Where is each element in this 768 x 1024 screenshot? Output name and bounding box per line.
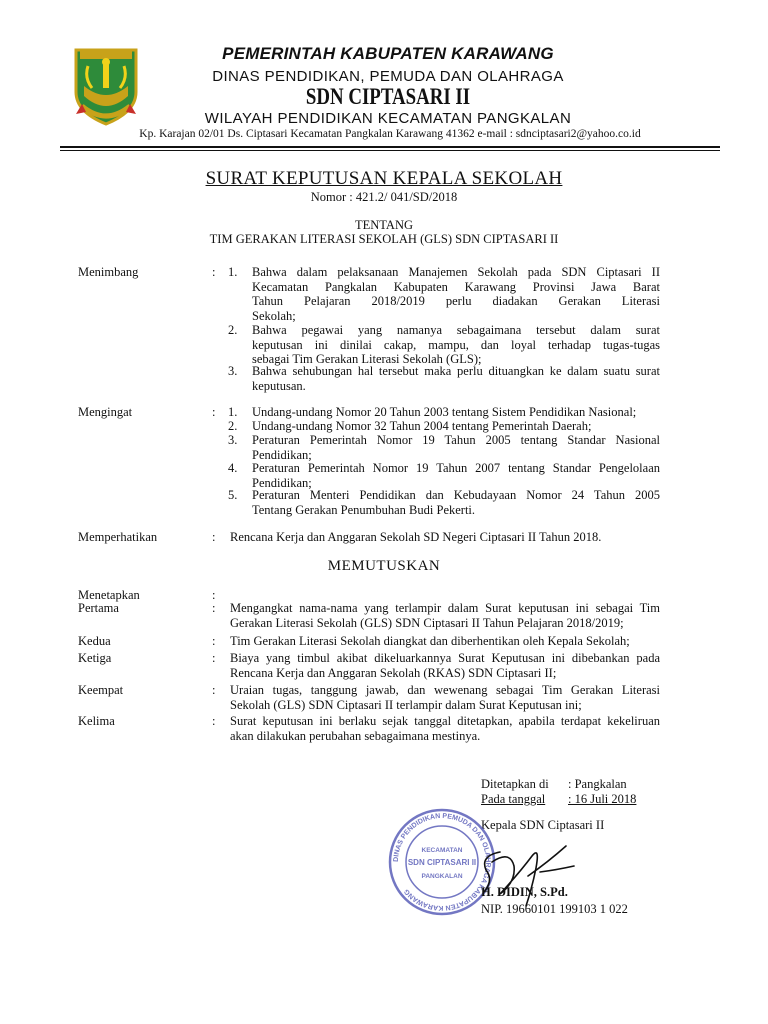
mengingat-item-number: 1. — [228, 405, 238, 419]
text-line: keputusan. — [252, 378, 306, 393]
decision-text-kedua — [230, 634, 660, 649]
letterhead-divider-thick — [60, 146, 720, 148]
decision-text-kelima — [230, 714, 660, 743]
text-line: Uraian tugas, tanggung jawab, dan wewenang sebagai Tim Gerakan Literasi — [230, 683, 660, 697]
menimbang-item-number: 3. — [228, 364, 238, 378]
signatory-nip: NIP. 19660101 199103 1 022 — [481, 902, 628, 916]
decision-text-pertama — [230, 601, 660, 630]
mengingat-item-2 — [252, 419, 660, 434]
memutuskan-heading: MEMUTUSKAN — [327, 558, 441, 574]
menimbang-item-number: 1. — [228, 265, 238, 279]
text-line: Sekolah; — [252, 308, 296, 323]
text-line: Gerakan Literasi Sekolah (GLS) SDN Ciptasari II Tahun Pelajaran 2018/2019; — [230, 615, 624, 630]
text-line: Undang-undang Nomor 20 Tahun 2003 tentang Sistem Pendidikan Nasional; — [252, 405, 637, 419]
signatory-name: H. DIDIN, S.Pd. — [481, 885, 568, 899]
menimbang-item-number: 2. — [228, 323, 238, 337]
menimbang-item-1 — [252, 265, 660, 323]
mengingat-item-number: 5. — [228, 488, 238, 502]
text-line: Tahun Pelajaran 2018/2019 perlu diadakan Gerakan Literasi — [252, 294, 660, 308]
text-line: akan dilakukan perubahan sebagaimana mestinya. — [230, 728, 481, 743]
ditetapkan-value: : Pangkalan — [568, 777, 627, 791]
text-line: sebagai Tim Gerakan Literasi Sekolah (GLS); — [252, 352, 482, 366]
tanggal-value: : 16 Juli 2018 — [568, 792, 637, 806]
school-name: SDN CIPTASARI II — [305, 84, 471, 109]
school-address: Kp. Karajan 02/01 Ds. Ciptasari Kecamatan Pangkalan Karawang 41362 e-mail : sdnciptasari2@yahoo.co.id — [139, 128, 641, 140]
mengingat-item-number: 4. — [228, 461, 238, 475]
text-line: Pendidikan; — [252, 447, 312, 462]
decision-colon: : — [212, 714, 216, 728]
department-name: DINAS PENDIDIKAN, PEMUDA DAN OLAHRAGA — [212, 68, 564, 85]
text-line: Peraturan Pemerintah Nomor 19 Tahun 2007 tentang Standar Pengelolaan — [252, 461, 660, 475]
text-line: Peraturan Pemerintah Nomor 19 Tahun 2005 tentang Standar Nasional — [252, 433, 660, 447]
decision-colon: : — [212, 683, 216, 697]
text-line: Tim Gerakan Literasi Sekolah diangkat dan diberhentikan oleh Kepala Sekolah; — [230, 634, 630, 648]
memperhatikan-label: Memperhatikan — [78, 530, 158, 544]
menimbang-colon: : — [212, 265, 216, 279]
text-line: Rencana Kerja dan Anggaran Sekolah (RKAS) SDN Ciptasari II; — [230, 665, 557, 680]
text-line: Mengangkat nama-nama yang terlampir dalam Surat keputusan ini sebagai Tim — [230, 601, 660, 615]
decision-label-kedua: Kedua — [78, 634, 111, 648]
document-number: Nomor : 421.2/ 041/SD/2018 — [310, 190, 458, 204]
decision-colon: : — [212, 634, 216, 648]
tentang-heading: TENTANG — [354, 218, 413, 232]
stamp-line-3: PANGKALAN — [421, 873, 463, 880]
mengingat-label: Mengingat — [78, 405, 133, 419]
text-line: Biaya yang timbul akibat dikeluarkannya Surat Keputusan ini dibebankan pada — [230, 651, 660, 665]
decision-label-pertama: Pertama — [78, 601, 119, 615]
document-title: SURAT KEPUTUSAN KEPALA SEKOLAH — [205, 168, 563, 189]
text-line: Surat keputusan ini berlaku sejak tanggal ditetapkan, apabila terdapat kekeliruan — [230, 714, 660, 728]
decision-label-kelima: Kelima — [78, 714, 115, 728]
government-name: PEMERINTAH KABUPATEN KARAWANG — [222, 44, 554, 63]
text-line: Undang-undang Nomor 32 Tahun 2004 tentang Pemerintah Daerah; — [252, 419, 592, 433]
mengingat-item-1 — [252, 405, 660, 420]
mengingat-item-4 — [252, 461, 660, 490]
text-line: Kecamatan Pangkalan Kabupaten Karawang Provinsi Jawa Barat — [252, 279, 660, 294]
decision-colon: : — [212, 651, 216, 665]
letterhead-divider-thin — [60, 150, 720, 151]
mengingat-colon: : — [212, 405, 216, 419]
decision-colon: : — [212, 588, 216, 602]
mengingat-item-number: 2. — [228, 419, 238, 433]
text-line: keputusan ini dinilai cakap, mampu, dan loyal terhadap tugas-tugas — [252, 337, 660, 352]
decision-label-menetapkan: Menetapkan — [78, 588, 140, 602]
memperhatikan-text: Rencana Kerja dan Anggaran Sekolah SD Negeri Ciptasari II Tahun 2018. — [230, 530, 602, 544]
text-line: Bahwa dalam pelaksanaan Manajemen Sekolah pada SDN Ciptasari II — [252, 265, 660, 279]
stamp-outer-text: DINAS PENDIDIKAN PEMUDA DAN OLAHRAGA KABUPATEN KARAWANG — [392, 812, 492, 912]
signatory-position: Kepala SDN Ciptasari II — [481, 818, 605, 832]
decision-label-keempat: Keempat — [78, 683, 124, 697]
text-line: Tentang Gerakan Penumbuhan Budi Pekerti. — [252, 502, 476, 517]
menimbang-item-3 — [252, 364, 660, 393]
decision-label-ketiga: Ketiga — [78, 651, 112, 665]
document-subject: TIM GERAKAN LITERASI SEKOLAH (GLS) SDN CIPTASARI II — [209, 232, 559, 246]
text-line: Bahwa sehubungan hal tersebut maka perlu dituangkan ke dalam suatu surat — [252, 364, 660, 378]
mengingat-item-3 — [252, 433, 660, 462]
text-line: Sekolah (GLS) SDN Ciptasari II terlampir dalam Surat Keputusan ini; — [230, 697, 582, 712]
tanggal-label: Pada tanggal — [481, 792, 546, 806]
memperhatikan-colon: : — [212, 530, 216, 544]
menimbang-item-2 — [252, 323, 660, 367]
text-line: Bahwa pegawai yang namanya sebagaimana tersebut dalam surat — [252, 323, 660, 337]
stamp-line-1: KECAMATAN — [421, 847, 463, 854]
decision-text-keempat — [230, 683, 660, 712]
decision-text-ketiga — [230, 651, 660, 680]
stamp-line-2: SDN CIPTASARI II — [407, 858, 477, 867]
menimbang-label: Menimbang — [78, 265, 139, 279]
handwritten-signature — [470, 832, 580, 912]
ditetapkan-label: Ditetapkan di — [481, 777, 549, 791]
mengingat-item-5 — [252, 488, 660, 517]
text-line: Pendidikan; — [252, 475, 312, 490]
decision-colon: : — [212, 601, 216, 615]
text-line: Peraturan Menteri Pendidikan dan Kebudayaan Nomor 24 Tahun 2005 — [252, 488, 660, 502]
mengingat-item-number: 3. — [228, 433, 238, 447]
region-name: WILAYAH PENDIDIKAN KECAMATAN PANGKALAN — [204, 110, 572, 127]
